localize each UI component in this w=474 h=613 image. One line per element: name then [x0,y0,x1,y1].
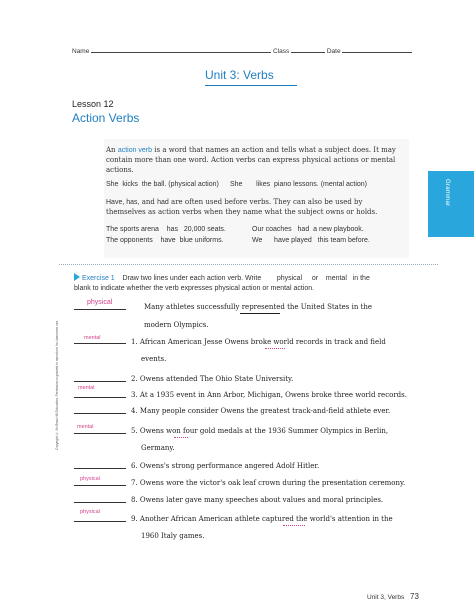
class-blank [291,46,325,53]
answer-example: physical [87,299,113,306]
answer-3: mental [78,385,95,391]
exercise-instructions-line2: blank to indicate whether the verb expresses physical action or mental action. [74,285,315,292]
example-sentence-cont: modern Olympics. [144,321,209,329]
item-9-cont: 1960 Italy games. [141,532,205,540]
lesson-number: Lesson 12 [72,99,114,109]
date-label: Date [326,48,341,55]
item-3: 3. At a 1935 event in Ann Arbor, Michigan, Owens broke three world records. [131,391,407,399]
name-label: Name [72,48,90,55]
example-sentence: Many athletes successfully represented the United States in the [144,303,373,311]
item-1-cont: events. [141,355,167,363]
verb-dots [283,525,305,526]
item-8: 8. Owens later gave many speeches about values and moral principles. [131,496,384,504]
answer-1: mental [84,335,101,341]
verb-underline [240,313,280,314]
item-4: 4. Many people consider Owens the greatest track-and-field athlete ever. [131,407,391,415]
name-blank [91,46,271,53]
answer-blank[interactable] [74,521,126,522]
example-physical: She kicks the ball. (physical action) [106,181,219,188]
example-have-played: We have played this team before. [252,237,370,244]
example-mental: She likes piano lessons. (mental action) [230,181,367,188]
exercise-heading: Exercise 1 Draw two lines under each action verb. Write physical or mental in the [74,273,370,282]
page-number: 73 [410,592,419,601]
answer-blank[interactable] [74,413,126,414]
item-9: 9. Another African American athlete captured the world's attention in the [131,515,393,523]
answer-blank[interactable] [74,309,126,310]
header-fields [72,46,432,55]
section-divider [59,264,438,265]
date-blank [342,46,412,53]
footer-label: Unit 3, Verbs [367,594,405,601]
answer-9: physical [80,509,100,515]
exercise-arrow-icon [74,273,80,281]
item-2: 2. Owens attended The Ohio State University. [131,375,294,383]
answer-blank[interactable] [74,433,126,434]
answer-blank[interactable] [74,381,126,382]
verb-dots [174,437,188,438]
example-had: Our coaches had a new playbook. [252,226,364,233]
item-5-cont: Germany. [141,444,175,452]
unit-title-underline [205,85,297,86]
example-has: The sports arena has 20,000 seats. [106,226,226,233]
exercise-label: Exercise 1 [82,275,115,282]
page-footer [367,592,419,601]
answer-blank[interactable] [74,502,126,503]
side-tab-label: Grammar [444,179,450,207]
answer-7: physical [80,476,100,482]
action-verb-term: action verb [117,147,153,154]
answer-blank[interactable] [74,485,126,486]
example-have: The opponents have blue uniforms. [106,237,224,244]
answer-blank[interactable] [74,343,126,344]
grammar-side-tab [428,171,474,237]
intro-p1-line2: contain more than one word. Action verbs can express physical actions or mental [106,156,396,164]
item-1: 1. African American Jesse Owens broke world records in track and field [131,338,386,346]
intro-p1-line3: actions. [106,166,134,174]
item-7: 7. Owens wore the victor's oak leaf crown during the presentation ceremony. [131,479,406,487]
verb-dots [265,348,285,349]
answer-5: mental [77,424,94,430]
intro-p2-line1: Have, has, and had are often used before verbs. They can also be used by [106,198,363,206]
answer-blank[interactable] [74,468,126,469]
lesson-title: Action Verbs [72,111,140,125]
item-6: 6. Owens's strong performance angered Adolf Hitler. [131,462,320,470]
class-label: Class [272,48,290,55]
answer-blank[interactable] [74,397,126,398]
intro-p1-line1: An action verb is a word that names an action and tells what a subject does. It may [106,146,396,154]
unit-title: Unit 3: Verbs [205,68,274,82]
copyright-notice: Copyright © McGraw-Hill Education. Permission is granted to reproduce for classroom use. [55,320,59,450]
item-5: 5. Owens won four gold medals at the 1936 Summer Olympics in Berlin, [131,427,389,435]
intro-p2-line2: themselves as action verbs when they name what the subject owns or holds. [106,208,378,216]
